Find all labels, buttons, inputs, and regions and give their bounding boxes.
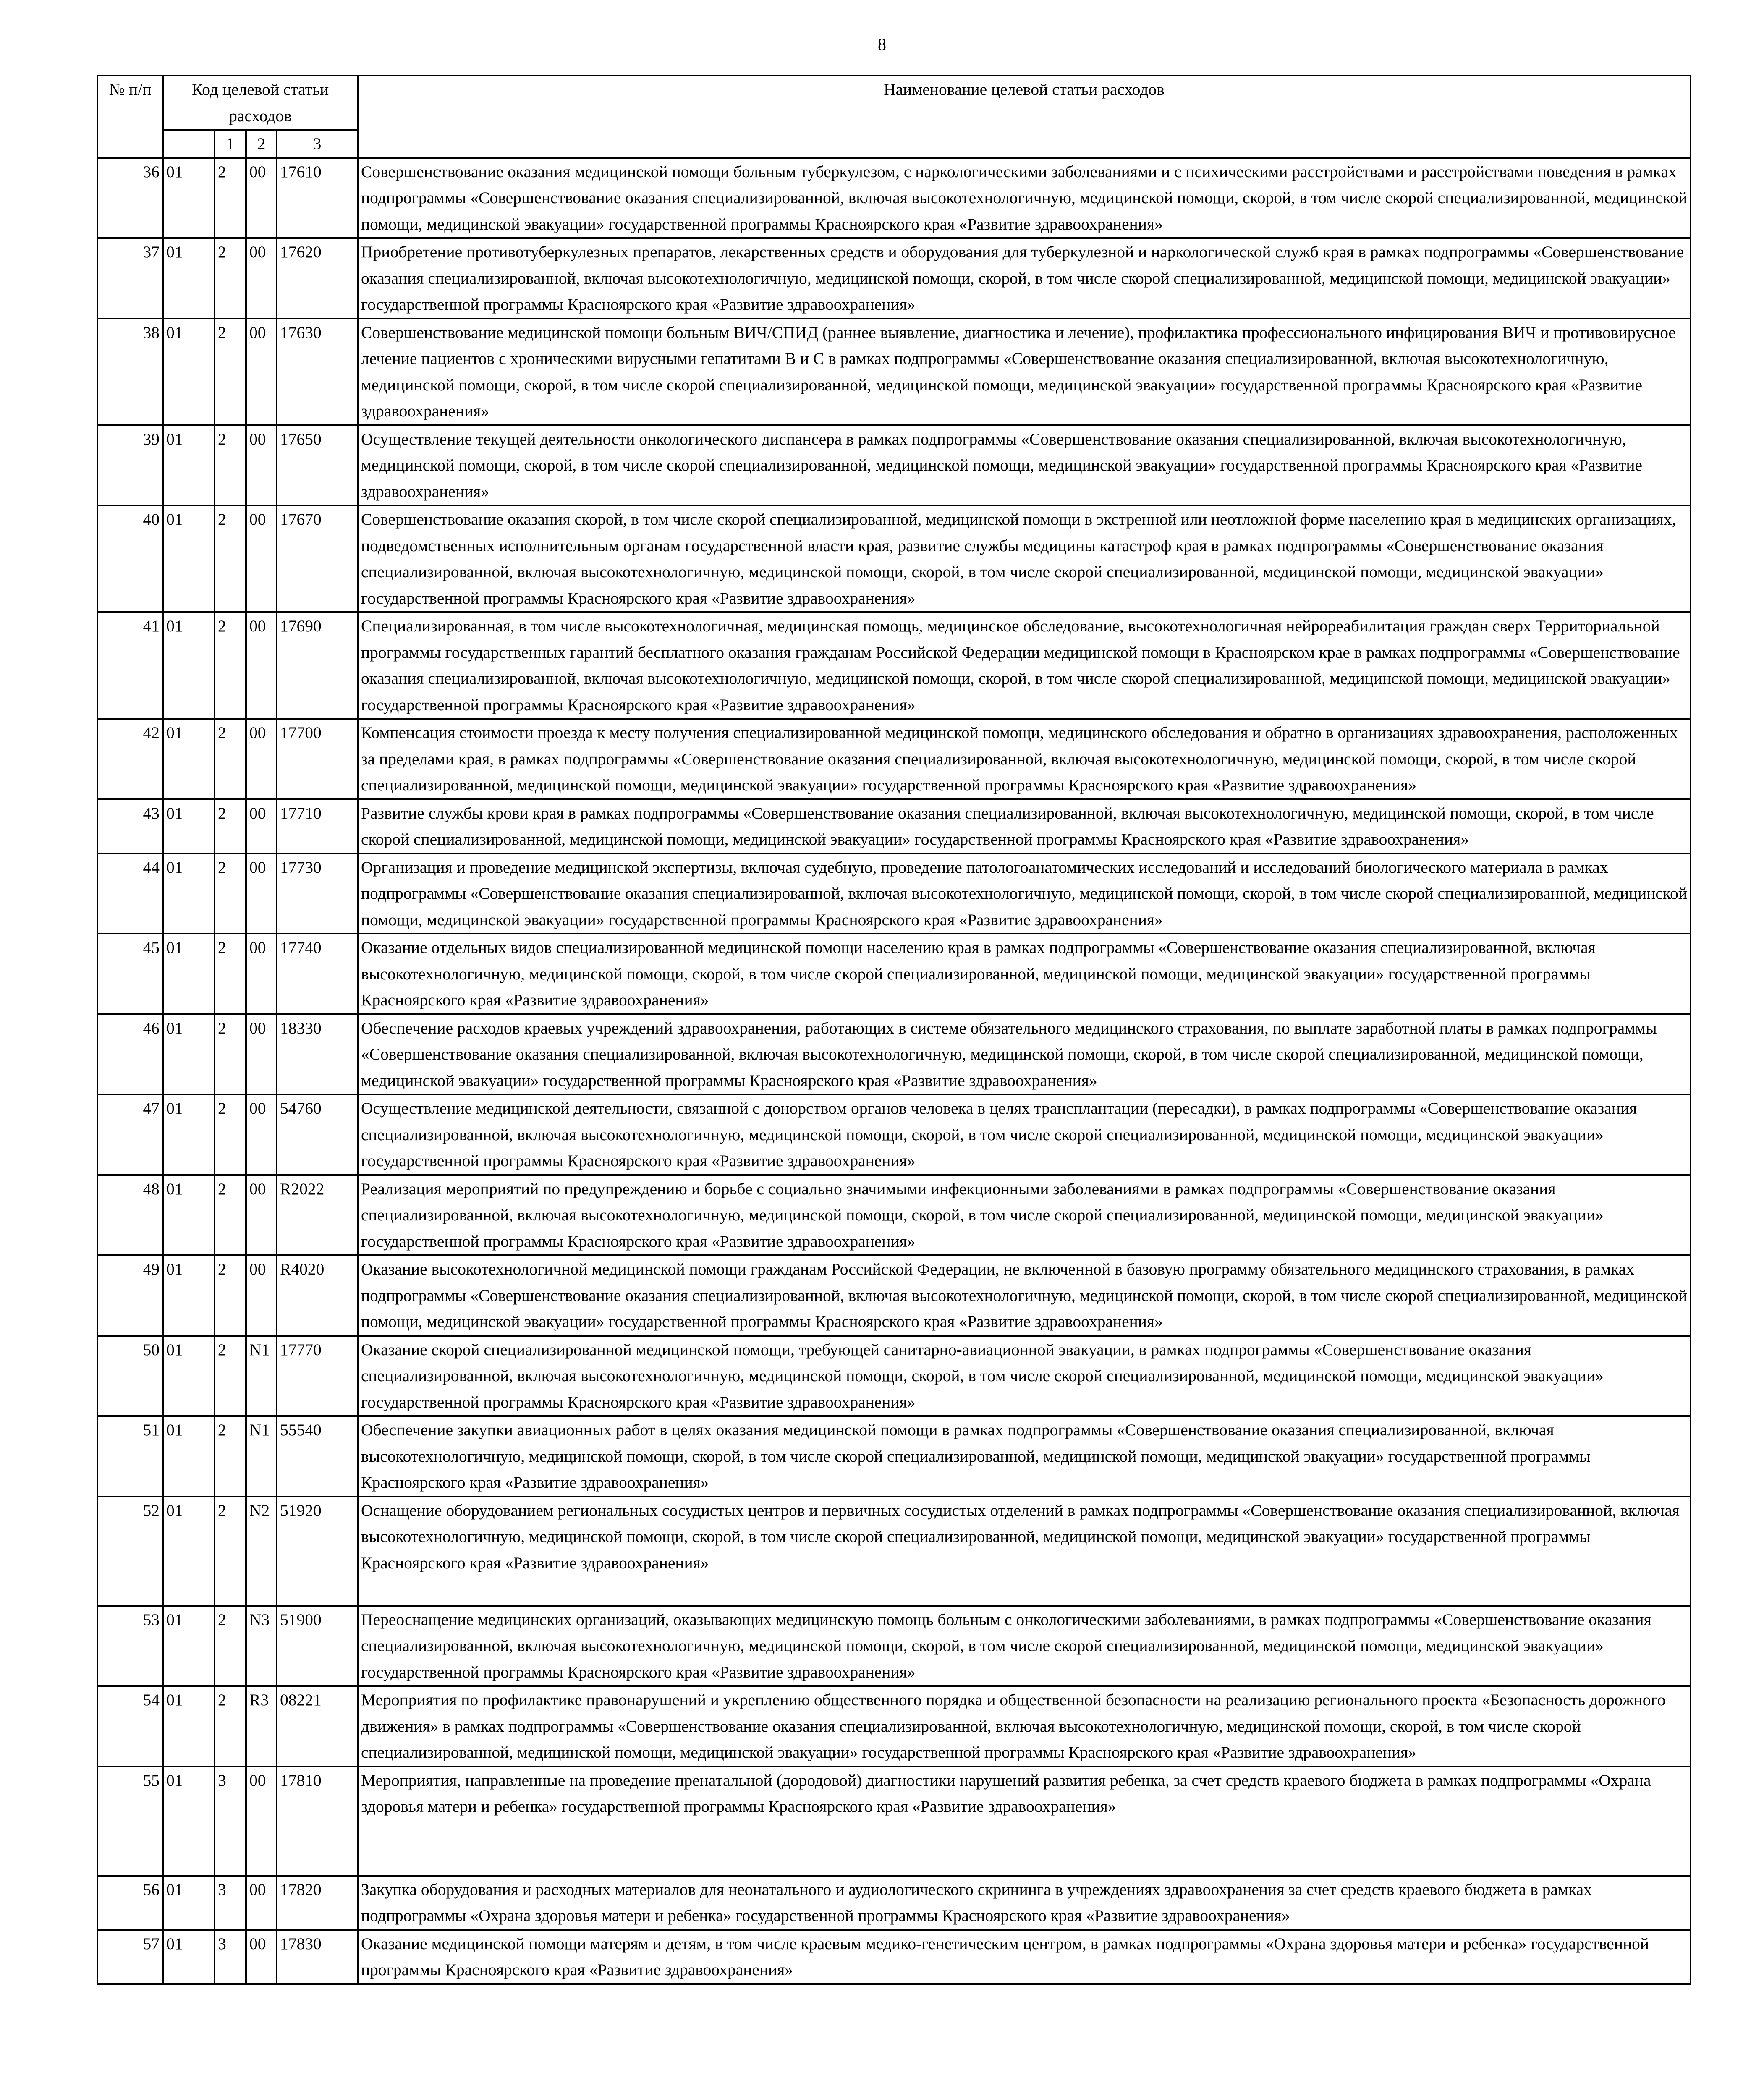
code-part-3: N1	[246, 1336, 277, 1416]
code-part-2: 2	[215, 1014, 246, 1095]
item-name: Осуществление текущей деятельности онкологического диспансера в рамках подпрограммы «Совершенствование оказания специализированной, включая высокотехнологичную, медицинской помощи, скорой, в том числе скорой специализированной, медицинской помощи, медицинской эвакуации» государственной программы Красноярского края «Развитие здравоохранения»	[358, 425, 1691, 506]
code-part-4: 17730	[277, 853, 358, 934]
item-name: Компенсация стоимости проезда к месту получения специализированной медицинской помощи, медицинского обследования и обратно в организациях здравоохранения, расположенных за пределами края, в рамках подпрограммы «Совершенствование оказания специализированной, включая высокотехнологичную, медицинской помощи, скорой, в том числе скорой специализированной, медицинской помощи, медицинской эвакуации» государственной программы Красноярского края «Развитие здравоохранения»	[358, 719, 1691, 799]
table-row	[97, 1416, 1691, 1497]
code-part-3: 00	[246, 1876, 277, 1930]
code-part-1: 01	[163, 612, 215, 719]
item-name: Оснащение оборудованием региональных сосудистых центров и первичных сосудистых отделений в рамках подпрограммы «Совершенствование оказания специализированной, включая высокотехнологичную, медицинской помощи, скорой, в том числе скорой специализированной, медицинской помощи, медицинской эвакуации» государственной программы Красноярского края «Развитие здравоохранения»	[358, 1497, 1691, 1606]
code-part-1: 01	[163, 799, 215, 853]
code-part-4: 54760	[277, 1094, 358, 1175]
code-part-4: 17690	[277, 612, 358, 719]
code-part-3: 00	[246, 612, 277, 719]
code-part-3: N1	[246, 1416, 277, 1497]
code-part-2: 2	[215, 719, 246, 799]
item-name: Обеспечение расходов краевых учреждений здравоохранения, работающих в системе обязательного медицинского страхования, по выплате заработной платы в рамках подпрограммы «Совершенствование оказания специализированной, включая высокотехнологичную, медицинской помощи, скорой, в том числе скорой специализированной, медицинской помощи, медицинской эвакуации» государственной программы Красноярского края «Развитие здравоохранения»	[358, 1014, 1691, 1095]
code-part-2: 2	[215, 853, 246, 934]
item-name: Оказание медицинской помощи матерям и детям, в том числе краевым медико-генетическим центром, в рамках подпрограммы «Охрана здоровья матери и ребенка» государственной программы Красноярского края «Развитие здравоохранения»	[358, 1930, 1691, 1984]
code-part-3: 00	[246, 1175, 277, 1256]
code-part-3: 00	[246, 799, 277, 853]
table-row	[97, 934, 1691, 1014]
code-part-2: 3	[215, 1930, 246, 1984]
code-part-4: 17670	[277, 505, 358, 612]
code-part-4: 17740	[277, 934, 358, 1014]
code-part-2: 2	[215, 1416, 246, 1497]
item-name: Специализированная, в том числе высокотехнологичная, медицинская помощь, медицинское обследование, высокотехнологичная нейрореабилитация граждан сверх Территориальной программы государственных гарантий бесплатного оказания гражданам Российской Федерации медицинской помощи в Красноярском крае в рамках подпрограммы «Совершенствование оказания специализированной, включая высокотехнологичную, медицинской помощи, скорой, в том числе скорой специализированной, медицинской помощи, медицинской эвакуации» государственной программы Красноярского края «Развитие здравоохранения»	[358, 612, 1691, 719]
code-part-3: N2	[246, 1497, 277, 1606]
code-part-3: 00	[246, 934, 277, 1014]
code-part-1: 01	[163, 719, 215, 799]
table-row	[97, 238, 1691, 319]
code-part-1: 01	[163, 1416, 215, 1497]
code-part-1: 01	[163, 158, 215, 238]
code-part-2: 2	[215, 319, 246, 425]
table-row	[97, 1175, 1691, 1256]
code-part-4: 51900	[277, 1606, 358, 1686]
item-name: Осуществление медицинской деятельности, связанной с донорством органов человека в целях трансплантации (пересадки), в рамках подпрограммы «Совершенствование оказания специализированной, включая высокотехнологичную, медицинской помощи, скорой, в том числе скорой специализированной, медицинской помощи, медицинской эвакуации» государственной программы Красноярского края «Развитие здравоохранения»	[358, 1094, 1691, 1175]
code-part-3: 00	[246, 158, 277, 238]
code-part-4: 17650	[277, 425, 358, 506]
row-number: 47	[97, 1094, 163, 1175]
row-number: 37	[97, 238, 163, 319]
item-name: Развитие службы крови края в рамках подпрограммы «Совершенствование оказания специализированной, включая высокотехнологичную, медицинской помощи, скорой, в том числе скорой специализированной, медицинской помощи, медицинской эвакуации» государственной программы Красноярского края «Развитие здравоохранения»	[358, 799, 1691, 853]
code-part-3: 00	[246, 1930, 277, 1984]
code-part-3: 00	[246, 1255, 277, 1336]
code-part-4: 08221	[277, 1686, 358, 1767]
item-name: Оказание скорой специализированной медицинской помощи, требующей санитарно-авиационной эвакуации, в рамках подпрограммы «Совершенствование оказания специализированной, включая высокотехнологичную, медицинской помощи, скорой, в том числе скорой специализированной, медицинской помощи, медицинской эвакуации» государственной программы Красноярского края «Развитие здравоохранения»	[358, 1336, 1691, 1416]
row-number: 48	[97, 1175, 163, 1256]
item-name: Переоснащение медицинских организаций, оказывающих медицинскую помощь больным с онкологическими заболеваниями, в рамках подпрограммы «Совершенствование оказания специализированной, включая высокотехнологичную, медицинской помощи, скорой, в том числе скорой специализированной, медицинской помощи, медицинской эвакуации» государственной программы Красноярского края «Развитие здравоохранения»	[358, 1606, 1691, 1686]
code-part-2: 2	[215, 1255, 246, 1336]
code-part-1: 01	[163, 1767, 215, 1876]
row-number: 53	[97, 1606, 163, 1686]
code-part-3: 00	[246, 719, 277, 799]
column-number-blank	[163, 130, 215, 158]
table-row	[97, 1606, 1691, 1686]
code-part-2: 2	[215, 1094, 246, 1175]
item-name: Организация и проведение медицинской экспертизы, включая судебную, проведение патологоанатомических исследований и исследований биологического материала в рамках подпрограммы «Совершенствование оказания специализированной, включая высокотехнологичную, медицинской помощи, скорой, в том числе скорой специализированной, медицинской помощи, медицинской эвакуации» государственной программы Красноярского края «Развитие здравоохранения»	[358, 853, 1691, 934]
item-name: Обеспечение закупки авиационных работ в целях оказания медицинской помощи в рамках подпрограммы «Совершенствование оказания специализированной, включая высокотехнологичную, медицинской помощи, скорой, в том числе скорой специализированной, медицинской помощи, медицинской эвакуации» государственной программы Красноярского края «Развитие здравоохранения»	[358, 1416, 1691, 1497]
code-part-2: 2	[215, 1497, 246, 1606]
code-part-4: 17620	[277, 238, 358, 319]
target-items-table	[97, 75, 1691, 1985]
code-part-2: 2	[215, 1686, 246, 1767]
code-part-1: 01	[163, 1094, 215, 1175]
code-part-4: 17820	[277, 1876, 358, 1930]
item-name: Оказание отдельных видов специализированной медицинской помощи населению края в рамках подпрограммы «Совершенствование оказания специализированной, включая высокотехнологичную, медицинской помощи, скорой, в том числе скорой специализированной, медицинской помощи, медицинской эвакуации» государственной программы Красноярского края «Развитие здравоохранения»	[358, 934, 1691, 1014]
row-number: 42	[97, 719, 163, 799]
code-part-1: 01	[163, 853, 215, 934]
code-part-2: 2	[215, 158, 246, 238]
row-number: 44	[97, 853, 163, 934]
code-part-2: 2	[215, 425, 246, 506]
row-number: 36	[97, 158, 163, 238]
code-part-2: 2	[215, 505, 246, 612]
header-no: № п/п	[97, 76, 163, 158]
column-number: 3	[277, 130, 358, 158]
item-name: Мероприятия, направленные на проведение пренатальной (дородовой) диагностики нарушений развития ребенка, за счет средств краевого бюджета в рамках подпрограммы «Охрана здоровья матери и ребенка» государственной программы Красноярского края «Развитие здравоохранения»	[358, 1767, 1691, 1876]
table-row	[97, 1876, 1691, 1930]
row-number: 45	[97, 934, 163, 1014]
code-part-4: 51920	[277, 1497, 358, 1606]
code-part-2: 3	[215, 1767, 246, 1876]
item-name: Оказание высокотехнологичной медицинской помощи гражданам Российской Федерации, не включенной в базовую программу обязательного медицинского страхования, в рамках подпрограммы «Совершенствование оказания специализированной, включая высокотехнологичную, медицинской помощи, скорой, в том числе скорой специализированной, медицинской помощи, медицинской эвакуации» государственной программы Красноярского края «Развитие здравоохранения»	[358, 1255, 1691, 1336]
code-part-2: 2	[215, 1336, 246, 1416]
table-row	[97, 1094, 1691, 1175]
code-part-1: 01	[163, 1686, 215, 1767]
code-part-4: R4020	[277, 1255, 358, 1336]
table-row	[97, 158, 1691, 238]
row-number: 49	[97, 1255, 163, 1336]
code-part-4: 17700	[277, 719, 358, 799]
code-part-2: 2	[215, 1175, 246, 1256]
code-part-4: 18330	[277, 1014, 358, 1095]
code-part-3: 00	[246, 425, 277, 506]
code-part-1: 01	[163, 505, 215, 612]
code-part-4: 17810	[277, 1767, 358, 1876]
code-part-4: R2022	[277, 1175, 358, 1256]
table-body	[97, 158, 1691, 1984]
row-number: 55	[97, 1767, 163, 1876]
code-part-3: 00	[246, 319, 277, 425]
code-part-1: 01	[163, 238, 215, 319]
code-part-1: 01	[163, 1255, 215, 1336]
row-number: 56	[97, 1876, 163, 1930]
row-number: 38	[97, 319, 163, 425]
code-part-1: 01	[163, 1606, 215, 1686]
code-part-1: 01	[163, 1876, 215, 1930]
table-row	[97, 1767, 1691, 1876]
row-number: 46	[97, 1014, 163, 1095]
table-row	[97, 1497, 1691, 1606]
code-part-1: 01	[163, 1014, 215, 1095]
code-part-1: 01	[163, 425, 215, 506]
row-number: 40	[97, 505, 163, 612]
code-part-3: 00	[246, 238, 277, 319]
code-part-1: 01	[163, 1336, 215, 1416]
code-part-1: 01	[163, 934, 215, 1014]
page-number: 8	[878, 35, 886, 54]
table-row	[97, 719, 1691, 799]
row-number: 52	[97, 1497, 163, 1606]
row-number: 57	[97, 1930, 163, 1984]
code-part-3: R3	[246, 1686, 277, 1767]
table-row	[97, 1930, 1691, 1984]
table-row	[97, 1255, 1691, 1336]
code-part-4: 17830	[277, 1930, 358, 1984]
table-row	[97, 505, 1691, 612]
code-part-3: N3	[246, 1606, 277, 1686]
code-part-1: 01	[163, 319, 215, 425]
code-part-4: 55540	[277, 1416, 358, 1497]
table-row	[97, 425, 1691, 506]
row-number: 41	[97, 612, 163, 719]
code-part-4: 17630	[277, 319, 358, 425]
code-part-1: 01	[163, 1175, 215, 1256]
code-part-2: 3	[215, 1876, 246, 1930]
row-number: 39	[97, 425, 163, 506]
table-row	[97, 319, 1691, 425]
item-name: Закупка оборудования и расходных материалов для неонатального и аудиологического скрининга в учреждениях здравоохранения за счет средств краевого бюджета в рамках подпрограммы «Охрана здоровья матери и ребенка» государственной программы Красноярского края «Развитие здравоохранения»	[358, 1876, 1691, 1930]
table-row	[97, 1014, 1691, 1095]
row-number: 51	[97, 1416, 163, 1497]
row-number: 50	[97, 1336, 163, 1416]
code-part-2: 2	[215, 1606, 246, 1686]
code-part-3: 00	[246, 505, 277, 612]
column-number: 1	[215, 130, 246, 158]
header-name: Наименование целевой статьи расходов	[358, 76, 1691, 158]
table-row	[97, 1686, 1691, 1767]
item-name: Совершенствование оказания скорой, в том числе скорой специализированной, медицинской помощи в экстренной или неотложной форме населению края в медицинских организациях, подведомственных исполнительным органам государственной власти края, развитие службы медицины катастроф края в рамках подпрограммы «Совершенствование оказания специализированной, включая высокотехнологичную, медицинской помощи, скорой, в том числе скорой специализированной, медицинской помощи, медицинской эвакуации» государственной программы Красноярского края «Развитие здравоохранения»	[358, 505, 1691, 612]
item-name: Мероприятия по профилактике правонарушений и укреплению общественного порядка и общественной безопасности на реализацию регионального проекта «Безопасность дорожного движения» в рамках подпрограммы «Совершенствование оказания специализированной, включая высокотехнологичную, медицинской помощи, скорой, в том числе скорой специализированной, медицинской помощи, медицинской эвакуации» государственной программы Красноярского края «Развитие здравоохранения»	[358, 1686, 1691, 1767]
code-part-1: 01	[163, 1930, 215, 1984]
table-row	[97, 612, 1691, 719]
item-name: Приобретение противотуберкулезных препаратов, лекарственных средств и оборудования для туберкулезной и наркологической служб края в рамках подпрограммы «Совершенствование оказания специализированной, включая высокотехнологичную, медицинской помощи, скорой, в том числе скорой специализированной, медицинской помощи, медицинской эвакуации» государственной программы Красноярского края «Развитие здравоохранения»	[358, 238, 1691, 319]
code-part-4: 17610	[277, 158, 358, 238]
item-name: Реализация мероприятий по предупреждению и борьбе с социально значимыми инфекционными заболеваниями в рамках подпрограммы «Совершенствование оказания специализированной, включая высокотехнологичную, медицинской помощи, скорой, в том числе скорой специализированной, медицинской помощи, медицинской эвакуации» государственной программы Красноярского края «Развитие здравоохранения»	[358, 1175, 1691, 1256]
table-row	[97, 1336, 1691, 1416]
code-part-2: 2	[215, 934, 246, 1014]
table-row	[97, 799, 1691, 853]
item-name: Совершенствование медицинской помощи больным ВИЧ/СПИД (раннее выявление, диагностика и лечение), профилактика профессионального инфицирования ВИЧ и противовирусное лечение пациентов с хроническими вирусными гепатитами В и С в рамках подпрограммы «Совершенствование оказания специализированной, включая высокотехнологичную, медицинской помощи, скорой, в том числе скорой специализированной, медицинской помощи, медицинской эвакуации» государственной программы Красноярского края «Развитие здравоохранения»	[358, 319, 1691, 425]
code-part-3: 00	[246, 853, 277, 934]
code-part-4: 17710	[277, 799, 358, 853]
code-part-2: 2	[215, 612, 246, 719]
code-part-1: 01	[163, 1497, 215, 1606]
code-part-4: 17770	[277, 1336, 358, 1416]
code-part-2: 2	[215, 238, 246, 319]
header-code: Код целевой статьи расходов	[163, 76, 358, 130]
row-number: 43	[97, 799, 163, 853]
code-part-2: 2	[215, 799, 246, 853]
code-part-3: 00	[246, 1094, 277, 1175]
row-number: 54	[97, 1686, 163, 1767]
column-number: 2	[246, 130, 277, 158]
code-part-3: 00	[246, 1767, 277, 1876]
item-name: Совершенствование оказания медицинской помощи больным туберкулезом, с наркологическими заболеваниями и с психическими расстройствами и расстройствами поведения в рамках подпрограммы «Совершенствование оказания специализированной, включая высокотехнологичную, медицинской помощи, скорой, в том числе скорой специализированной, медицинской помощи, медицинской эвакуации» государственной программы Красноярского края «Развитие здравоохранения»	[358, 158, 1691, 238]
code-part-3: 00	[246, 1014, 277, 1095]
table-row	[97, 853, 1691, 934]
